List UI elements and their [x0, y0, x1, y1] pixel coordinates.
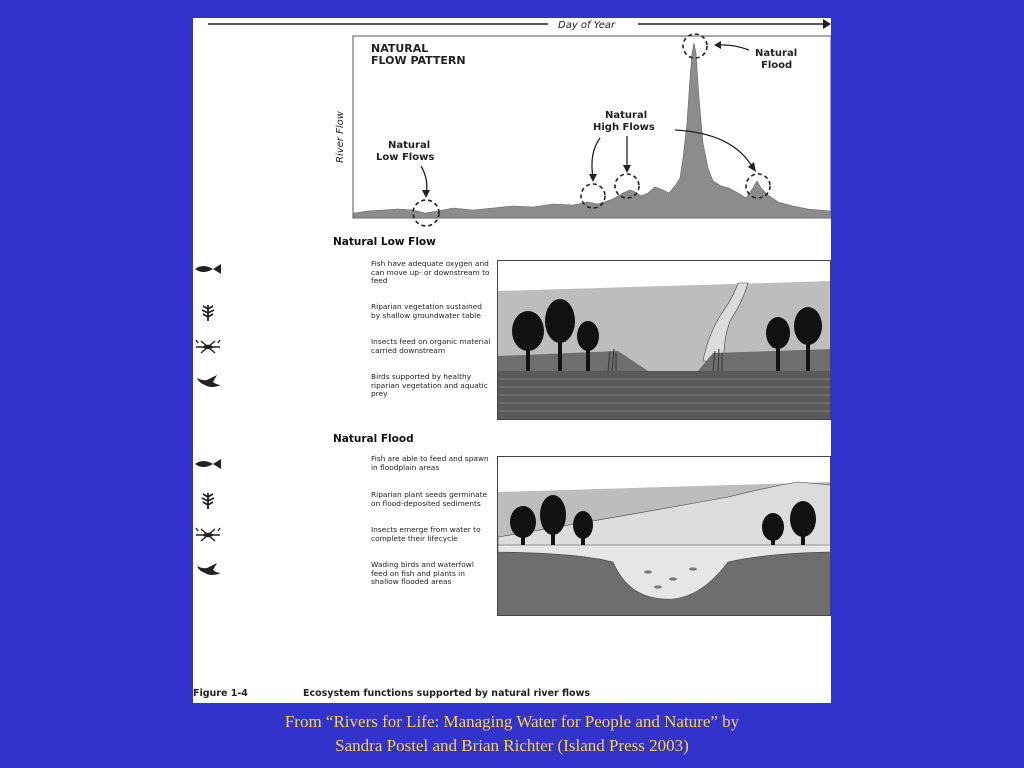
low-flows-label-2: Low Flows	[376, 152, 435, 163]
low-flow-item-4: Birds supported by healthy riparian vegetation and aquatic prey	[371, 372, 488, 399]
flood-scene	[497, 456, 831, 616]
chart-title-line2: FLOW PATTERN	[371, 54, 466, 67]
high-flows-label-1: Natural	[605, 110, 648, 121]
flood-item-3: Insects emerge from water to complete their lifecycle	[371, 525, 481, 543]
flood-label-1: Natural	[755, 48, 798, 59]
fish-icon	[193, 455, 223, 473]
figure-number: Figure 1-4	[193, 688, 248, 699]
high-flows-label-2: High Flows	[593, 122, 655, 133]
figure-panel	[193, 18, 831, 703]
figure-caption-text: Ecosystem functions supported by natural river flows	[303, 688, 591, 699]
low-flow-scene	[497, 260, 831, 420]
chart-title-line1: NATURAL	[371, 42, 429, 55]
x-axis-label: Day of Year	[558, 20, 616, 31]
low-flow-item-1: Fish have adequate oxygen and can move up- or downstream to feed	[371, 259, 490, 286]
source-line-1: From “Rivers for Life: Managing Water for People and Nature” by	[284, 712, 740, 731]
bird-icon	[193, 373, 223, 391]
plant-icon	[193, 491, 223, 509]
flood-item-2: Riparian plant seeds germinate on flood-deposited sediments	[371, 490, 488, 508]
flow-pattern-chart	[193, 18, 831, 233]
insect-icon	[193, 338, 223, 356]
low-flow-item-3: Insects feed on organic material carried downstream	[371, 337, 491, 355]
arrow-right-icon	[823, 19, 831, 29]
source-citation	[150, 710, 874, 758]
y-axis-label: River Flow	[335, 111, 346, 163]
plant-icon	[193, 303, 223, 321]
flood-item-4: Wading birds and waterfowl feed on fish and plants in shallow flooded areas	[371, 560, 474, 587]
source-line-2: Sandra Postel and Brian Richter (Island Press 2003)	[335, 736, 689, 755]
insect-icon	[193, 526, 223, 544]
bird-icon	[193, 561, 223, 579]
fish-icon	[193, 260, 223, 278]
flood-heading: Natural Flood	[333, 433, 414, 445]
low-flows-label-1: Natural	[388, 140, 431, 151]
flood-label-2: Flood	[761, 60, 793, 71]
flood-item-1: Fish are able to feed and spawn in floodplain areas	[371, 454, 489, 472]
low-flow-item-2: Riparian vegetation sustained by shallow groundwater table	[371, 302, 482, 320]
low-flow-heading: Natural Low Flow	[333, 236, 436, 248]
